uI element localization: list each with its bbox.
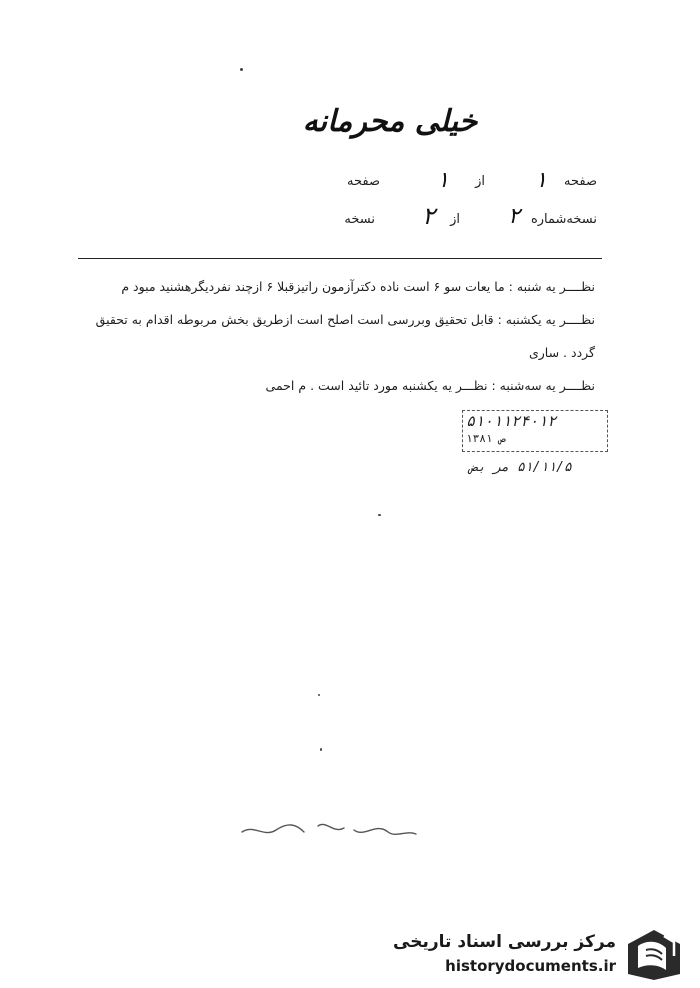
ink-speck — [378, 514, 381, 516]
copy-label: نسخه‌شماره — [530, 212, 597, 227]
page-label-end: صفحه — [347, 174, 380, 189]
copy-number: ۲ — [508, 204, 520, 229]
stamp-date-note: ۵۱/۱۱/۵ مر بض — [470, 460, 572, 475]
archive-logo-icon — [624, 926, 684, 982]
copy-label-end: نسخه — [344, 212, 375, 227]
stamp-code: ص ۱۳۸۱ — [466, 432, 506, 445]
watermark-title: مرکز بررسی اسناد تاریخی — [393, 932, 616, 952]
ink-speck — [318, 694, 320, 696]
faint-signature — [234, 808, 424, 848]
watermark-url: historydocuments.ir — [445, 957, 616, 975]
classification-heading: خیلی محرمانه — [302, 104, 478, 139]
page-current: ۱ — [535, 168, 547, 193]
opinion-line-1: نظــــر یه شنبه : ما یعات سو ۶ است ناده دکترآزمون راتیزقبلا ۶ ازچند نفردیگرهشنید مبود م — [121, 279, 595, 294]
copy-total: ۲ — [422, 202, 435, 230]
opinion-line-4: نظــــر یه سه‌شنبه : نظـــر یه یکشنبه مورد تائید است . م احمی — [265, 378, 595, 393]
page-of: از — [475, 174, 485, 189]
page-total: ۱ — [437, 168, 449, 193]
page-label: صفحه — [564, 174, 597, 189]
header-divider — [78, 258, 602, 259]
ink-speck — [240, 68, 243, 71]
ink-speck — [320, 748, 322, 751]
opinion-line-2: نظــــر یه یکشنبه : قابل تحقیق وبررسی است اصلح است ازطریق بخش مربوطه اقدام به تحقیق — [95, 312, 595, 327]
opinion-line-3: گردد . ساری — [528, 345, 595, 360]
copy-of: از — [450, 212, 460, 227]
archive-watermark — [393, 922, 692, 984]
stamp-number: ۵۱۰۱۱۲۴۰۱۲ — [466, 412, 557, 430]
